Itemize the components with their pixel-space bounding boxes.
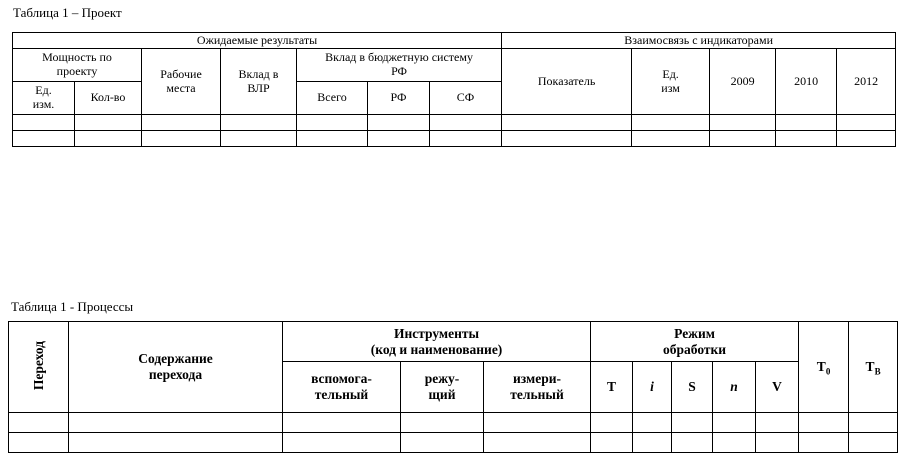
qty-header: Кол-во [75, 82, 142, 115]
mode-col-header: i [633, 362, 672, 413]
indicator-unit-header: Ед. изм [632, 49, 710, 115]
table-row [9, 433, 898, 453]
table-row [13, 131, 896, 147]
year-header: 2012 [837, 49, 896, 115]
year-header: 2009 [710, 49, 776, 115]
jobs-header: Рабочие места [142, 49, 221, 115]
indicators-link-header: Взаимосвязь с индикаторами [502, 33, 896, 49]
budget-total-header: Всего [297, 82, 368, 115]
power-header: Мощность по проекту [13, 49, 142, 82]
mode-col-header: S [672, 362, 713, 413]
t0-header: $T_0$ [799, 322, 849, 413]
cutting-tool-header: режу- щий [401, 362, 484, 413]
processes-table [8, 321, 898, 453]
mode-col-header: T [591, 362, 633, 413]
mode-col-header: n [713, 362, 756, 413]
vrp-header: Вклад в ВЛР [221, 49, 297, 115]
processing-mode-header: Режим обработки [591, 322, 799, 362]
transition-header: Переход [9, 322, 69, 413]
measuring-tool-header: измери- тельный [484, 362, 591, 413]
unit-header: Ед. изм. [13, 82, 75, 115]
aux-tool-header: вспомога- тельный [283, 362, 401, 413]
mode-col-header: V [756, 362, 799, 413]
budget-rf-header: РФ [368, 82, 430, 115]
tb-header: $T_B$ [849, 322, 898, 413]
table-row [13, 115, 896, 131]
year-header: 2010 [776, 49, 837, 115]
budget-sf-header: СФ [430, 82, 502, 115]
transition-content-header: Содержание перехода [69, 322, 283, 413]
budget-header: Вклад в бюджетную систему РФ [297, 49, 502, 82]
table2-caption: Таблица 1 - Процессы [11, 299, 134, 314]
indicator-header: Показатель [502, 49, 632, 115]
table1-caption: Таблица 1 – Проект [13, 5, 122, 20]
expected-results-header: Ожидаемые результаты [13, 33, 502, 49]
project-table [12, 32, 896, 147]
tools-header: Инструменты (код и наименование) [283, 322, 591, 362]
table-row [9, 413, 898, 433]
